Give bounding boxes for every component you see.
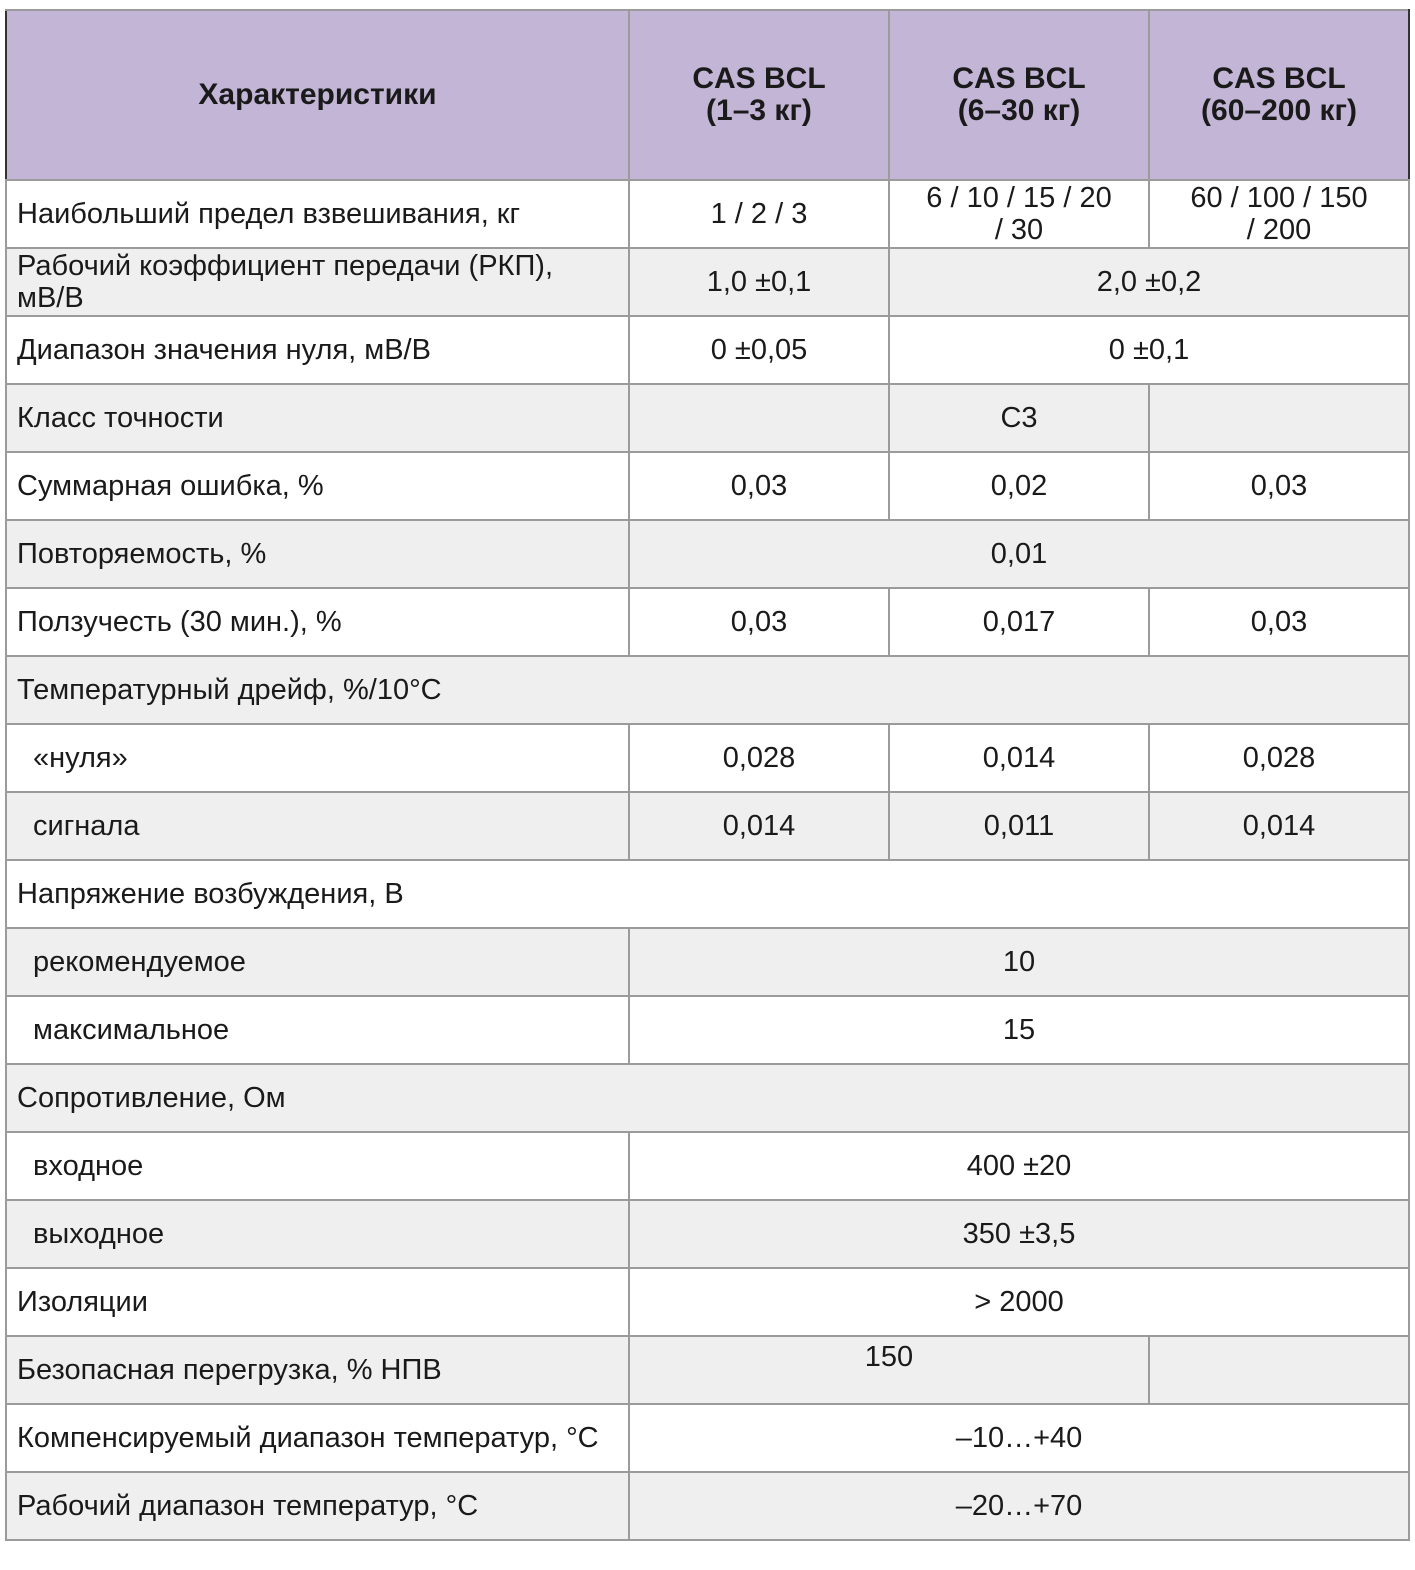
row-label: Ползучесть (30 мин.), % — [6, 588, 629, 656]
table-row — [6, 1472, 1409, 1540]
label-line: Рабочий коэффициент передачи (РКП), — [17, 250, 554, 282]
cell-empty — [1149, 384, 1409, 452]
section-label: Напряжение возбуждения, В — [6, 860, 1409, 928]
header-row — [6, 10, 1409, 180]
cell-line: / 200 — [1246, 214, 1312, 246]
cell-line: 6 / 10 / 15 / 20 — [926, 182, 1112, 214]
row-label: рекомендуемое — [6, 928, 629, 996]
row-label: Компенсируемый диапазон температур, °C — [6, 1404, 629, 1472]
table-row — [6, 860, 1409, 928]
cell-value: 0,014 — [629, 792, 889, 860]
table-row — [6, 928, 1409, 996]
row-label: Диапазон значения нуля, мВ/В — [6, 316, 629, 384]
table-row — [6, 1268, 1409, 1336]
table-row — [6, 1132, 1409, 1200]
table-row — [6, 1064, 1409, 1132]
row-label: Рабочий диапазон температур, °C — [6, 1472, 629, 1540]
cell-empty — [1149, 1336, 1409, 1404]
cell-value: 0,03 — [629, 452, 889, 520]
cell-value: 350 ±3,5 — [629, 1200, 1409, 1268]
header-line: CAS BCL — [1212, 62, 1346, 95]
row-label: входное — [6, 1132, 629, 1200]
cell-line: / 30 — [994, 214, 1044, 246]
table-row — [6, 452, 1409, 520]
cell-value: 0 ±0,05 — [629, 316, 889, 384]
cell-value: 0,014 — [1149, 792, 1409, 860]
cell-value: 0,02 — [889, 452, 1149, 520]
header-cas-bcl-60-200 — [1149, 10, 1409, 180]
row-label: Суммарная ошибка, % — [6, 452, 629, 520]
row-label — [6, 248, 629, 316]
cell-value: –10…+40 — [629, 1404, 1409, 1472]
header-cas-bcl-6-30 — [889, 10, 1149, 180]
cell-value: 0,011 — [889, 792, 1149, 860]
table-row — [6, 588, 1409, 656]
row-label: Повторяемость, % — [6, 520, 629, 588]
cell-value: 0,028 — [1149, 724, 1409, 792]
cell-empty — [629, 384, 889, 452]
header-line: (1–3 кг) — [706, 94, 812, 127]
table-row — [6, 656, 1409, 724]
cell-value: 0,03 — [1149, 452, 1409, 520]
cell-value: 0,03 — [629, 588, 889, 656]
cell-value: –20…+70 — [629, 1472, 1409, 1540]
cell-value: 400 ±20 — [629, 1132, 1409, 1200]
row-label: «нуля» — [6, 724, 629, 792]
row-label: сигнала — [6, 792, 629, 860]
row-label: Класс точности — [6, 384, 629, 452]
cell-value — [1149, 180, 1409, 248]
header-line: CAS BCL — [692, 62, 826, 95]
label-line: мВ/В — [17, 282, 84, 314]
cell-value: 0 ±0,1 — [889, 316, 1409, 384]
cell-value: 0,03 — [1149, 588, 1409, 656]
row-label: максимальное — [6, 996, 629, 1064]
cell-value — [889, 180, 1149, 248]
spec-table — [5, 9, 1410, 1541]
header-line: (6–30 кг) — [957, 94, 1081, 127]
cell-value: 1 / 2 / 3 — [629, 180, 889, 248]
section-label: Температурный дрейф, %/10°C — [6, 656, 1409, 724]
header-cas-bcl-1-3 — [629, 10, 889, 180]
header-line: (60–200 кг) — [1201, 94, 1357, 127]
table-row — [6, 248, 1409, 316]
section-label: Сопротивление, Ом — [6, 1064, 1409, 1132]
cell-value: 0,028 — [629, 724, 889, 792]
table-row — [6, 1200, 1409, 1268]
cell-line: 60 / 100 / 150 — [1190, 182, 1368, 214]
table-row — [6, 384, 1409, 452]
row-label: Наибольший предел взвешивания, кг — [6, 180, 629, 248]
table-row — [6, 316, 1409, 384]
table-row — [6, 520, 1409, 588]
cell-value: C3 — [889, 384, 1149, 452]
cell-value: 0,017 — [889, 588, 1149, 656]
row-label: Безопасная перегрузка, % НПВ — [6, 1336, 629, 1404]
cell-value: 150 — [629, 1336, 1149, 1404]
cell-value: 15 — [629, 996, 1409, 1064]
table-row — [6, 996, 1409, 1064]
cell-value: 0,01 — [629, 520, 1409, 588]
header-line: CAS BCL — [952, 62, 1086, 95]
header-characteristics: Характеристики — [6, 10, 629, 180]
cell-value: 1,0 ±0,1 — [629, 248, 889, 316]
table-row — [6, 1336, 1409, 1404]
table-row — [6, 180, 1409, 248]
cell-value: 2,0 ±0,2 — [889, 248, 1409, 316]
row-label: выходное — [6, 1200, 629, 1268]
cell-value: > 2000 — [629, 1268, 1409, 1336]
table-row — [6, 724, 1409, 792]
cell-value: 0,014 — [889, 724, 1149, 792]
row-label: Изоляции — [6, 1268, 629, 1336]
table-row — [6, 1404, 1409, 1472]
table-row — [6, 792, 1409, 860]
cell-value: 10 — [629, 928, 1409, 996]
